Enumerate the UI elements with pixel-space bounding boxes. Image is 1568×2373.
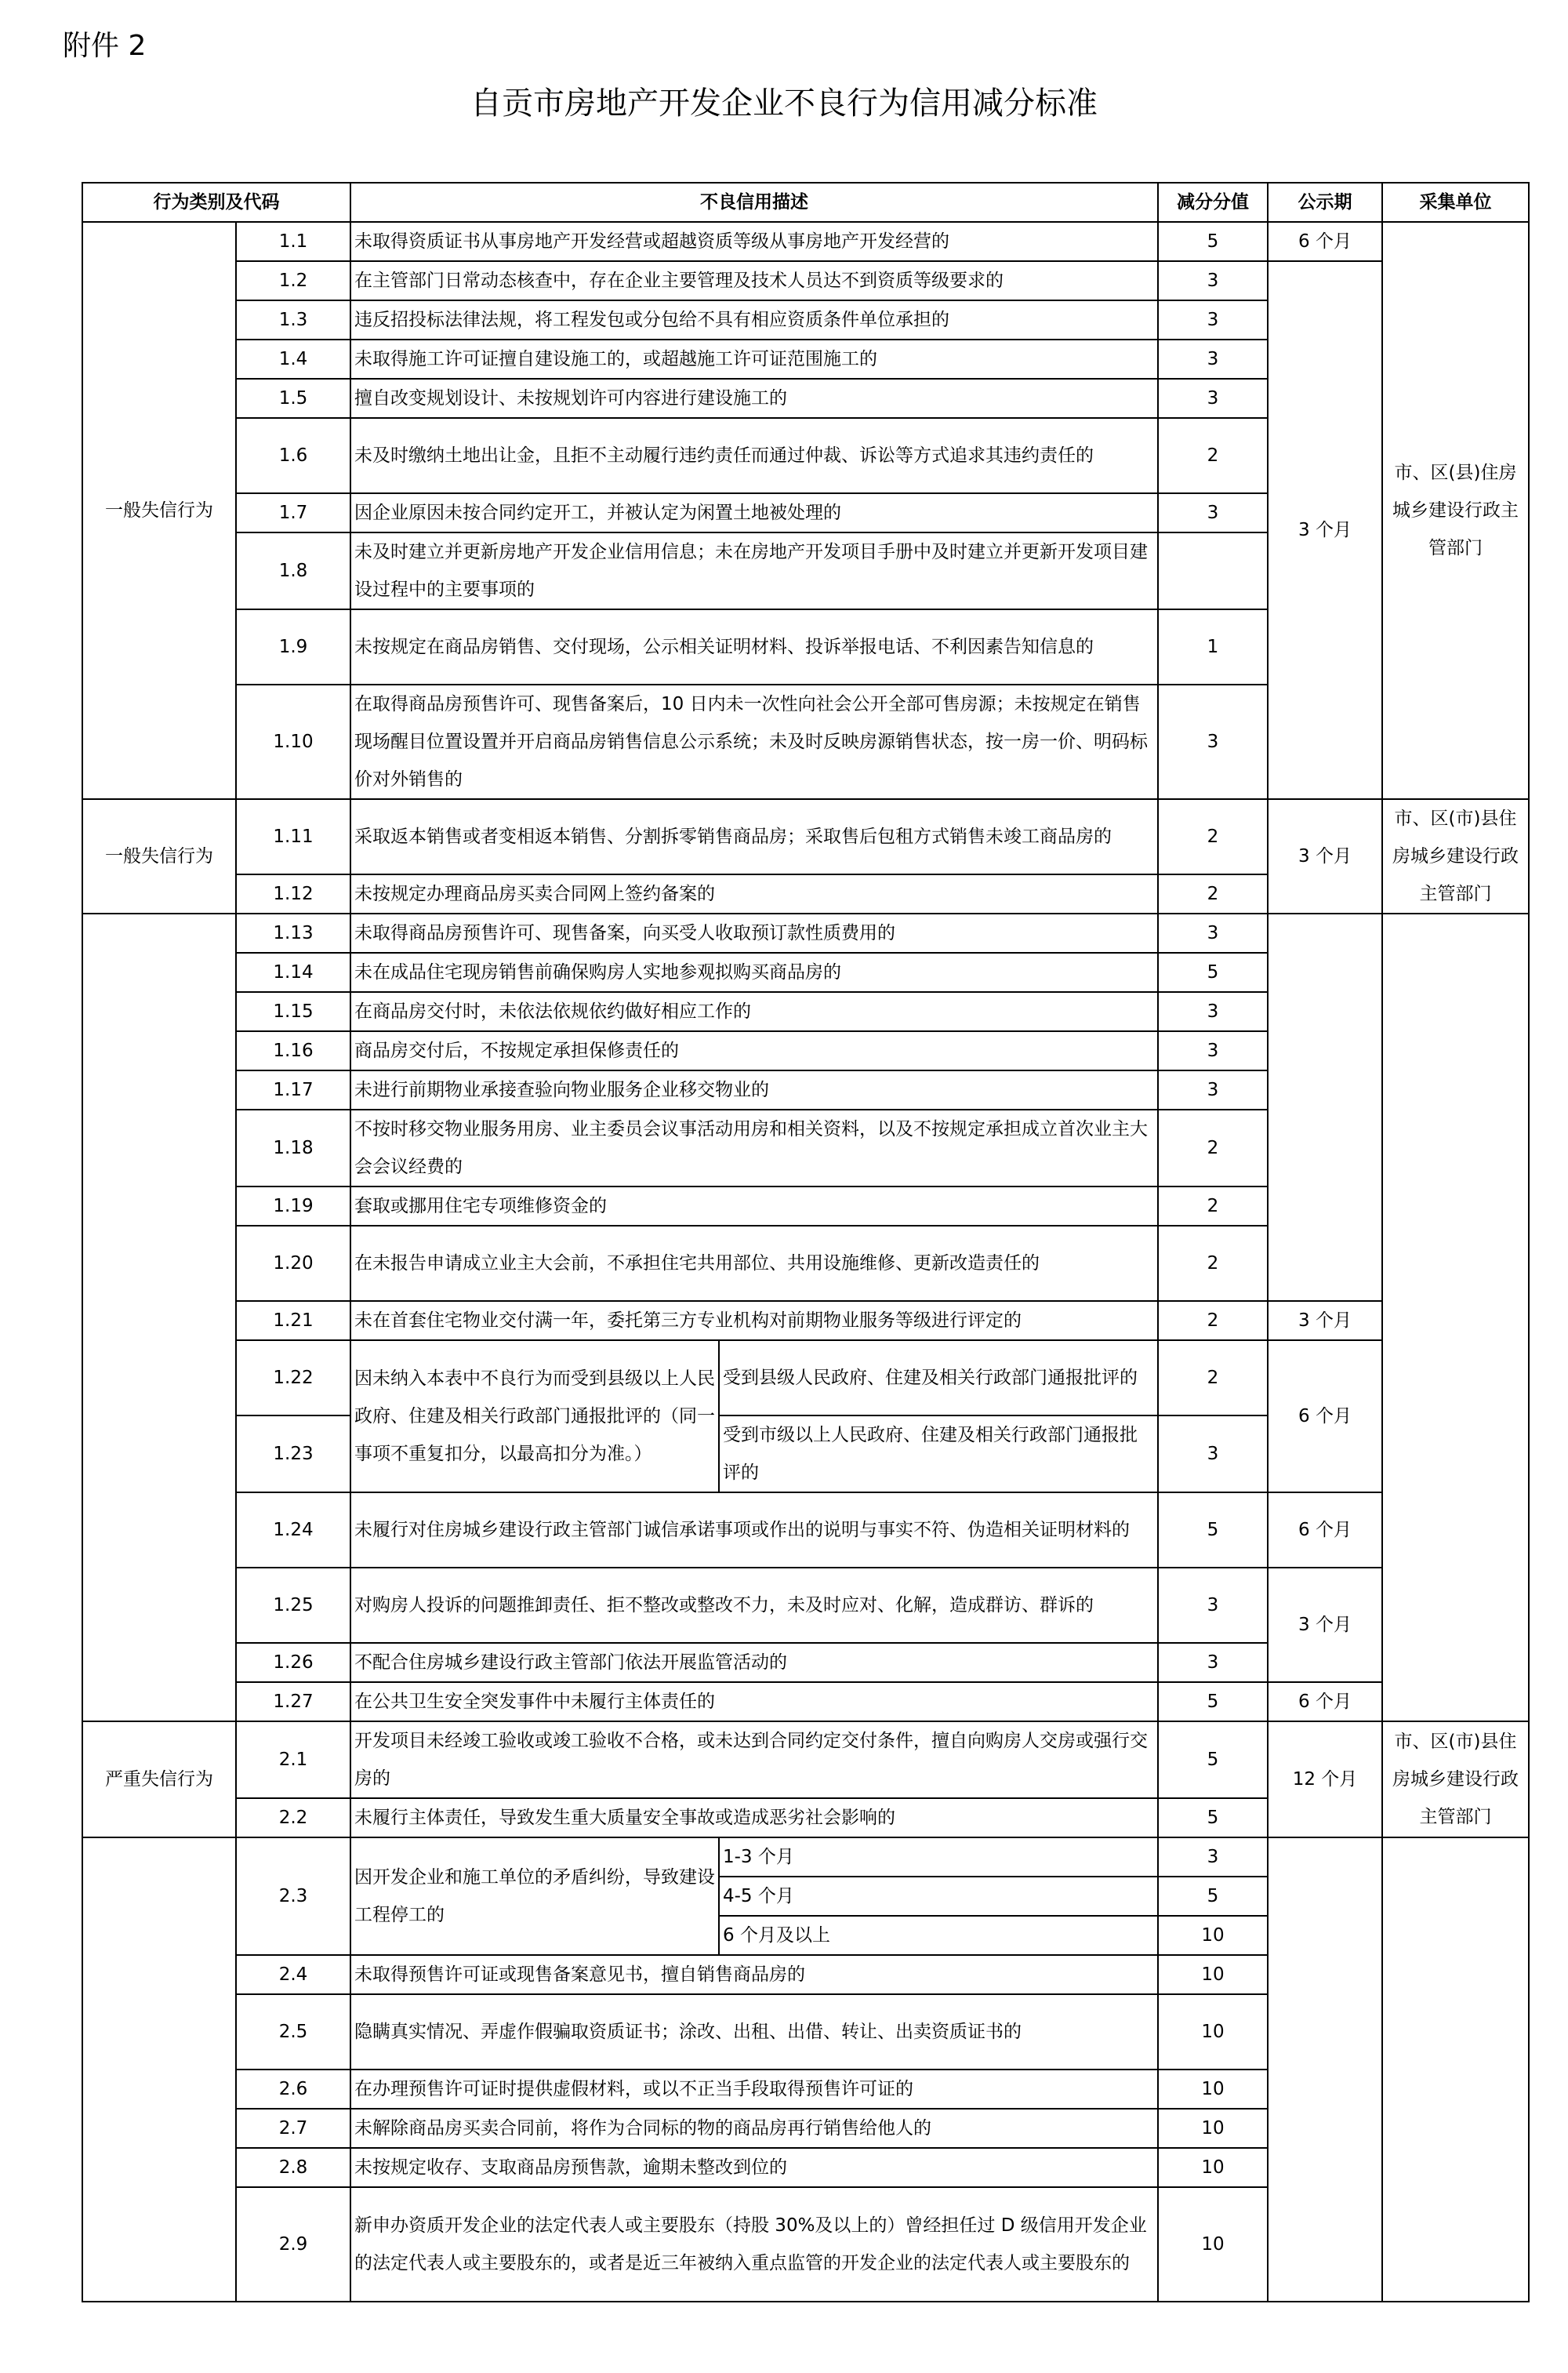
table-row <box>82 1568 1529 1643</box>
row-code: 1.7 <box>236 493 350 532</box>
table-row <box>82 799 1529 874</box>
row-score: 2 <box>1158 1340 1268 1415</box>
row-description: 在取得商品房预售许可、现售备案后，10 日内未一次性向社会公开全部可售房源；未按规定在销售现场醒目位置设置并开启商品房销售信息公示系统；未及时反映房源销售状态，按一房一价、明码标价对外销售的 <box>350 685 1158 799</box>
row-code: 1.18 <box>236 1110 350 1186</box>
row-description: 套取或挪用住宅专项维修资金的 <box>350 1186 1158 1226</box>
row-code: 2.8 <box>236 2148 350 2187</box>
row-score: 2 <box>1158 418 1268 493</box>
row-score: 5 <box>1158 1492 1268 1568</box>
row-score: 3 <box>1158 1070 1268 1110</box>
row-code: 2.4 <box>236 1955 350 1994</box>
table-row <box>82 1682 1529 1721</box>
row-description: 违反招投标法律法规，将工程发包或分包给不具有相应资质条件单位承担的 <box>350 300 1158 340</box>
row-score: 5 <box>1158 1721 1268 1798</box>
row-description: 未履行主体责任，导致发生重大质量安全事故或造成恶劣社会影响的 <box>350 1798 1158 1837</box>
row-score: 3 <box>1158 261 1268 300</box>
unit-cell: 市、区(市)县住房城乡建设行政主管部门 <box>1382 799 1529 914</box>
row-description: 未按规定在商品房销售、交付现场，公示相关证明材料、投诉举报电话、不利因素告知信息的 <box>350 609 1158 685</box>
row-code: 2.6 <box>236 2070 350 2109</box>
row-description: 未及时缴纳土地出让金，且拒不主动履行违约责任而通过仲裁、诉讼等方式追求其违约责任的 <box>350 418 1158 493</box>
row-code: 1.23 <box>236 1415 350 1492</box>
attachment-label: 附件 2 <box>63 30 147 62</box>
row-code: 1.16 <box>236 1031 350 1070</box>
row-description: 受到县级人民政府、住建及相关行政部门通报批评的 <box>719 1340 1158 1415</box>
row-code: 1.19 <box>236 1186 350 1226</box>
row-code: 1.14 <box>236 953 350 992</box>
row-code: 1.2 <box>236 261 350 300</box>
period-cell: 6 个月 <box>1268 222 1382 261</box>
period-cell-empty <box>1268 914 1382 1301</box>
row-score: 2 <box>1158 1186 1268 1226</box>
col-header-period: 公示期 <box>1268 183 1382 222</box>
row-description: 不按时移交物业服务用房、业主委员会议事活动用房和相关资料，以及不按规定承担成立首次业主大会会议经费的 <box>350 1110 1158 1186</box>
row-code: 1.1 <box>236 222 350 261</box>
row-score: 5 <box>1158 1877 1268 1916</box>
row-score: 3 <box>1158 300 1268 340</box>
row-score: 2 <box>1158 1226 1268 1301</box>
row-code: 1.27 <box>236 1682 350 1721</box>
row-code: 2.5 <box>236 1994 350 2070</box>
period-cell: 12 个月 <box>1268 1721 1382 1837</box>
row-code: 1.24 <box>236 1492 350 1568</box>
period-cell: 6 个月 <box>1268 1682 1382 1721</box>
row-description: 未取得资质证书从事房地产开发经营或超越资质等级从事房地产开发经营的 <box>350 222 1158 261</box>
category-cell: 严重失信行为 <box>82 1721 236 1837</box>
table-row <box>82 914 1529 953</box>
row-score: 5 <box>1158 222 1268 261</box>
row-score: 2 <box>1158 1301 1268 1340</box>
category-cell: 一般失信行为 <box>82 799 236 914</box>
row-code: 2.7 <box>236 2109 350 2148</box>
row-sub-description: 4-5 个月 <box>719 1877 1158 1916</box>
row-sub-description: 1-3 个月 <box>719 1837 1158 1877</box>
row-score: 10 <box>1158 2070 1268 2109</box>
row-description-shared: 因未纳入本表中不良行为而受到县级以上人民政府、住建及相关行政部门通报批评的（同一事项不重复扣分，以最高扣分为准。） <box>350 1340 719 1492</box>
col-header-description: 不良信用描述 <box>350 183 1158 222</box>
table-row <box>82 1340 1529 1415</box>
row-score <box>1158 532 1268 609</box>
row-code: 2.1 <box>236 1721 350 1798</box>
row-score: 3 <box>1158 1031 1268 1070</box>
row-description: 在商品房交付时，未依法依规依约做好相应工作的 <box>350 992 1158 1031</box>
row-score: 1 <box>1158 609 1268 685</box>
row-score: 3 <box>1158 379 1268 418</box>
table-row <box>82 222 1529 261</box>
row-score: 10 <box>1158 2109 1268 2148</box>
table-row <box>82 1492 1529 1568</box>
category-cell: 一般失信行为 <box>82 222 236 799</box>
row-description: 不配合住房城乡建设行政主管部门依法开展监管活动的 <box>350 1643 1158 1682</box>
row-description: 商品房交付后，不按规定承担保修责任的 <box>350 1031 1158 1070</box>
row-description: 未履行对住房城乡建设行政主管部门诚信承诺事项或作出的说明与事实不符、伪造相关证明材料的 <box>350 1492 1158 1568</box>
row-code: 1.15 <box>236 992 350 1031</box>
row-description: 未进行前期物业承接查验向物业服务企业移交物业的 <box>350 1070 1158 1110</box>
period-cell: 6 个月 <box>1268 1492 1382 1568</box>
table-row <box>82 1301 1529 1340</box>
row-score: 5 <box>1158 1682 1268 1721</box>
row-description: 未取得预售许可证或现售备案意见书，擅自销售商品房的 <box>350 1955 1158 1994</box>
row-code: 1.26 <box>236 1643 350 1682</box>
credit-deduction-table <box>82 182 1530 2302</box>
table-row <box>82 261 1529 300</box>
row-description: 对购房人投诉的问题推卸责任、拒不整改或整改不力，未及时应对、化解，造成群访、群诉的 <box>350 1568 1158 1643</box>
row-code: 2.2 <box>236 1798 350 1837</box>
row-description: 隐瞒真实情况、弄虚作假骗取资质证书；涂改、出租、出借、转让、出卖资质证书的 <box>350 1994 1158 2070</box>
row-code: 1.17 <box>236 1070 350 1110</box>
row-score: 2 <box>1158 874 1268 914</box>
row-description: 在主管部门日常动态核查中，存在企业主要管理及技术人员达不到资质等级要求的 <box>350 261 1158 300</box>
period-cell: 6 个月 <box>1268 1340 1382 1492</box>
col-header-category: 行为类别及代码 <box>82 183 350 222</box>
row-description: 在办理预售许可证时提供虚假材料，或以不正当手段取得预售许可证的 <box>350 2070 1158 2109</box>
unit-cell: 市、区(市)县住房城乡建设行政主管部门 <box>1382 1721 1529 1837</box>
row-code: 1.25 <box>236 1568 350 1643</box>
row-score: 3 <box>1158 1415 1268 1492</box>
row-code: 2.9 <box>236 2187 350 2302</box>
row-code: 2.3 <box>236 1837 350 1955</box>
row-description: 未按规定收存、支取商品房预售款，逾期未整改到位的 <box>350 2148 1158 2187</box>
row-sub-description: 6 个月及以上 <box>719 1916 1158 1955</box>
row-score: 10 <box>1158 1955 1268 1994</box>
row-score: 10 <box>1158 1994 1268 2070</box>
row-score: 5 <box>1158 953 1268 992</box>
row-score: 3 <box>1158 992 1268 1031</box>
category-cell-empty <box>82 1837 236 2302</box>
row-description: 因企业原因未按合同约定开工，并被认定为闲置土地被处理的 <box>350 493 1158 532</box>
row-description: 因开发企业和施工单位的矛盾纠纷，导致建设工程停工的 <box>350 1837 719 1955</box>
period-cell: 3 个月 <box>1268 1568 1382 1682</box>
period-cell-empty <box>1268 1837 1382 2302</box>
row-score: 5 <box>1158 1798 1268 1837</box>
row-score: 10 <box>1158 1916 1268 1955</box>
row-score: 3 <box>1158 914 1268 953</box>
period-cell: 3 个月 <box>1268 1301 1382 1340</box>
row-description: 在公共卫生安全突发事件中未履行主体责任的 <box>350 1682 1158 1721</box>
row-code: 1.13 <box>236 914 350 953</box>
row-code: 1.9 <box>236 609 350 685</box>
period-cell: 3 个月 <box>1268 261 1382 799</box>
col-header-unit: 采集单位 <box>1382 183 1529 222</box>
row-score: 3 <box>1158 340 1268 379</box>
row-score: 3 <box>1158 1568 1268 1643</box>
row-code: 1.8 <box>236 532 350 609</box>
row-description: 新申办资质开发企业的法定代表人或主要股东（持股 30%及以上的）曾经担任过 D 级信用开发企业的法定代表人或主要股东的，或者是近三年被纳入重点监管的开发企业的法定代表人或主要股东的 <box>350 2187 1158 2302</box>
table-row <box>82 1721 1529 1798</box>
period-cell: 3 个月 <box>1268 799 1382 914</box>
row-code: 1.5 <box>236 379 350 418</box>
row-description: 未及时建立并更新房地产开发企业信用信息；未在房地产开发项目手册中及时建立并更新开发项目建设过程中的主要事项的 <box>350 532 1158 609</box>
row-score: 10 <box>1158 2187 1268 2302</box>
row-description: 未取得商品房预售许可、现售备案，向买受人收取预订款性质费用的 <box>350 914 1158 953</box>
unit-cell: 市、区(县)住房城乡建设行政主管部门 <box>1382 222 1529 799</box>
table-row <box>82 1837 1529 1877</box>
row-score: 3 <box>1158 685 1268 799</box>
category-cell-empty <box>82 914 236 1721</box>
row-score: 3 <box>1158 1643 1268 1682</box>
unit-cell-empty <box>1382 914 1529 1721</box>
unit-cell-empty <box>1382 1837 1529 2302</box>
row-score: 2 <box>1158 1110 1268 1186</box>
row-score: 3 <box>1158 493 1268 532</box>
row-code: 1.21 <box>236 1301 350 1340</box>
row-code: 1.4 <box>236 340 350 379</box>
row-code: 1.11 <box>236 799 350 874</box>
row-code: 1.20 <box>236 1226 350 1301</box>
row-description: 在未报告申请成立业主大会前，不承担住宅共用部位、共用设施维修、更新改造责任的 <box>350 1226 1158 1301</box>
row-description: 未在首套住宅物业交付满一年，委托第三方专业机构对前期物业服务等级进行评定的 <box>350 1301 1158 1340</box>
row-description: 受到市级以上人民政府、住建及相关行政部门通报批评的 <box>719 1415 1158 1492</box>
row-description: 未取得施工许可证擅自建设施工的，或超越施工许可证范围施工的 <box>350 340 1158 379</box>
table-header-row <box>82 183 1529 222</box>
row-description: 采取返本销售或者变相返本销售、分割拆零销售商品房；采取售后包租方式销售未竣工商品房的 <box>350 799 1158 874</box>
row-score: 3 <box>1158 1837 1268 1877</box>
row-code: 1.6 <box>236 418 350 493</box>
row-code: 1.22 <box>236 1340 350 1415</box>
document-title: 自贡市房地产开发企业不良行为信用减分标准 <box>470 85 1098 122</box>
row-score: 10 <box>1158 2148 1268 2187</box>
col-header-score: 减分分值 <box>1158 183 1268 222</box>
row-description: 擅自改变规划设计、未按规划许可内容进行建设施工的 <box>350 379 1158 418</box>
row-description: 未解除商品房买卖合同前，将作为合同标的物的商品房再行销售给他人的 <box>350 2109 1158 2148</box>
row-description: 开发项目未经竣工验收或竣工验收不合格，或未达到合同约定交付条件，擅自向购房人交房或强行交房的 <box>350 1721 1158 1798</box>
row-code: 1.10 <box>236 685 350 799</box>
row-code: 1.3 <box>236 300 350 340</box>
row-code: 1.12 <box>236 874 350 914</box>
row-score: 2 <box>1158 799 1268 874</box>
row-description: 未按规定办理商品房买卖合同网上签约备案的 <box>350 874 1158 914</box>
row-description: 未在成品住宅现房销售前确保购房人实地参观拟购买商品房的 <box>350 953 1158 992</box>
